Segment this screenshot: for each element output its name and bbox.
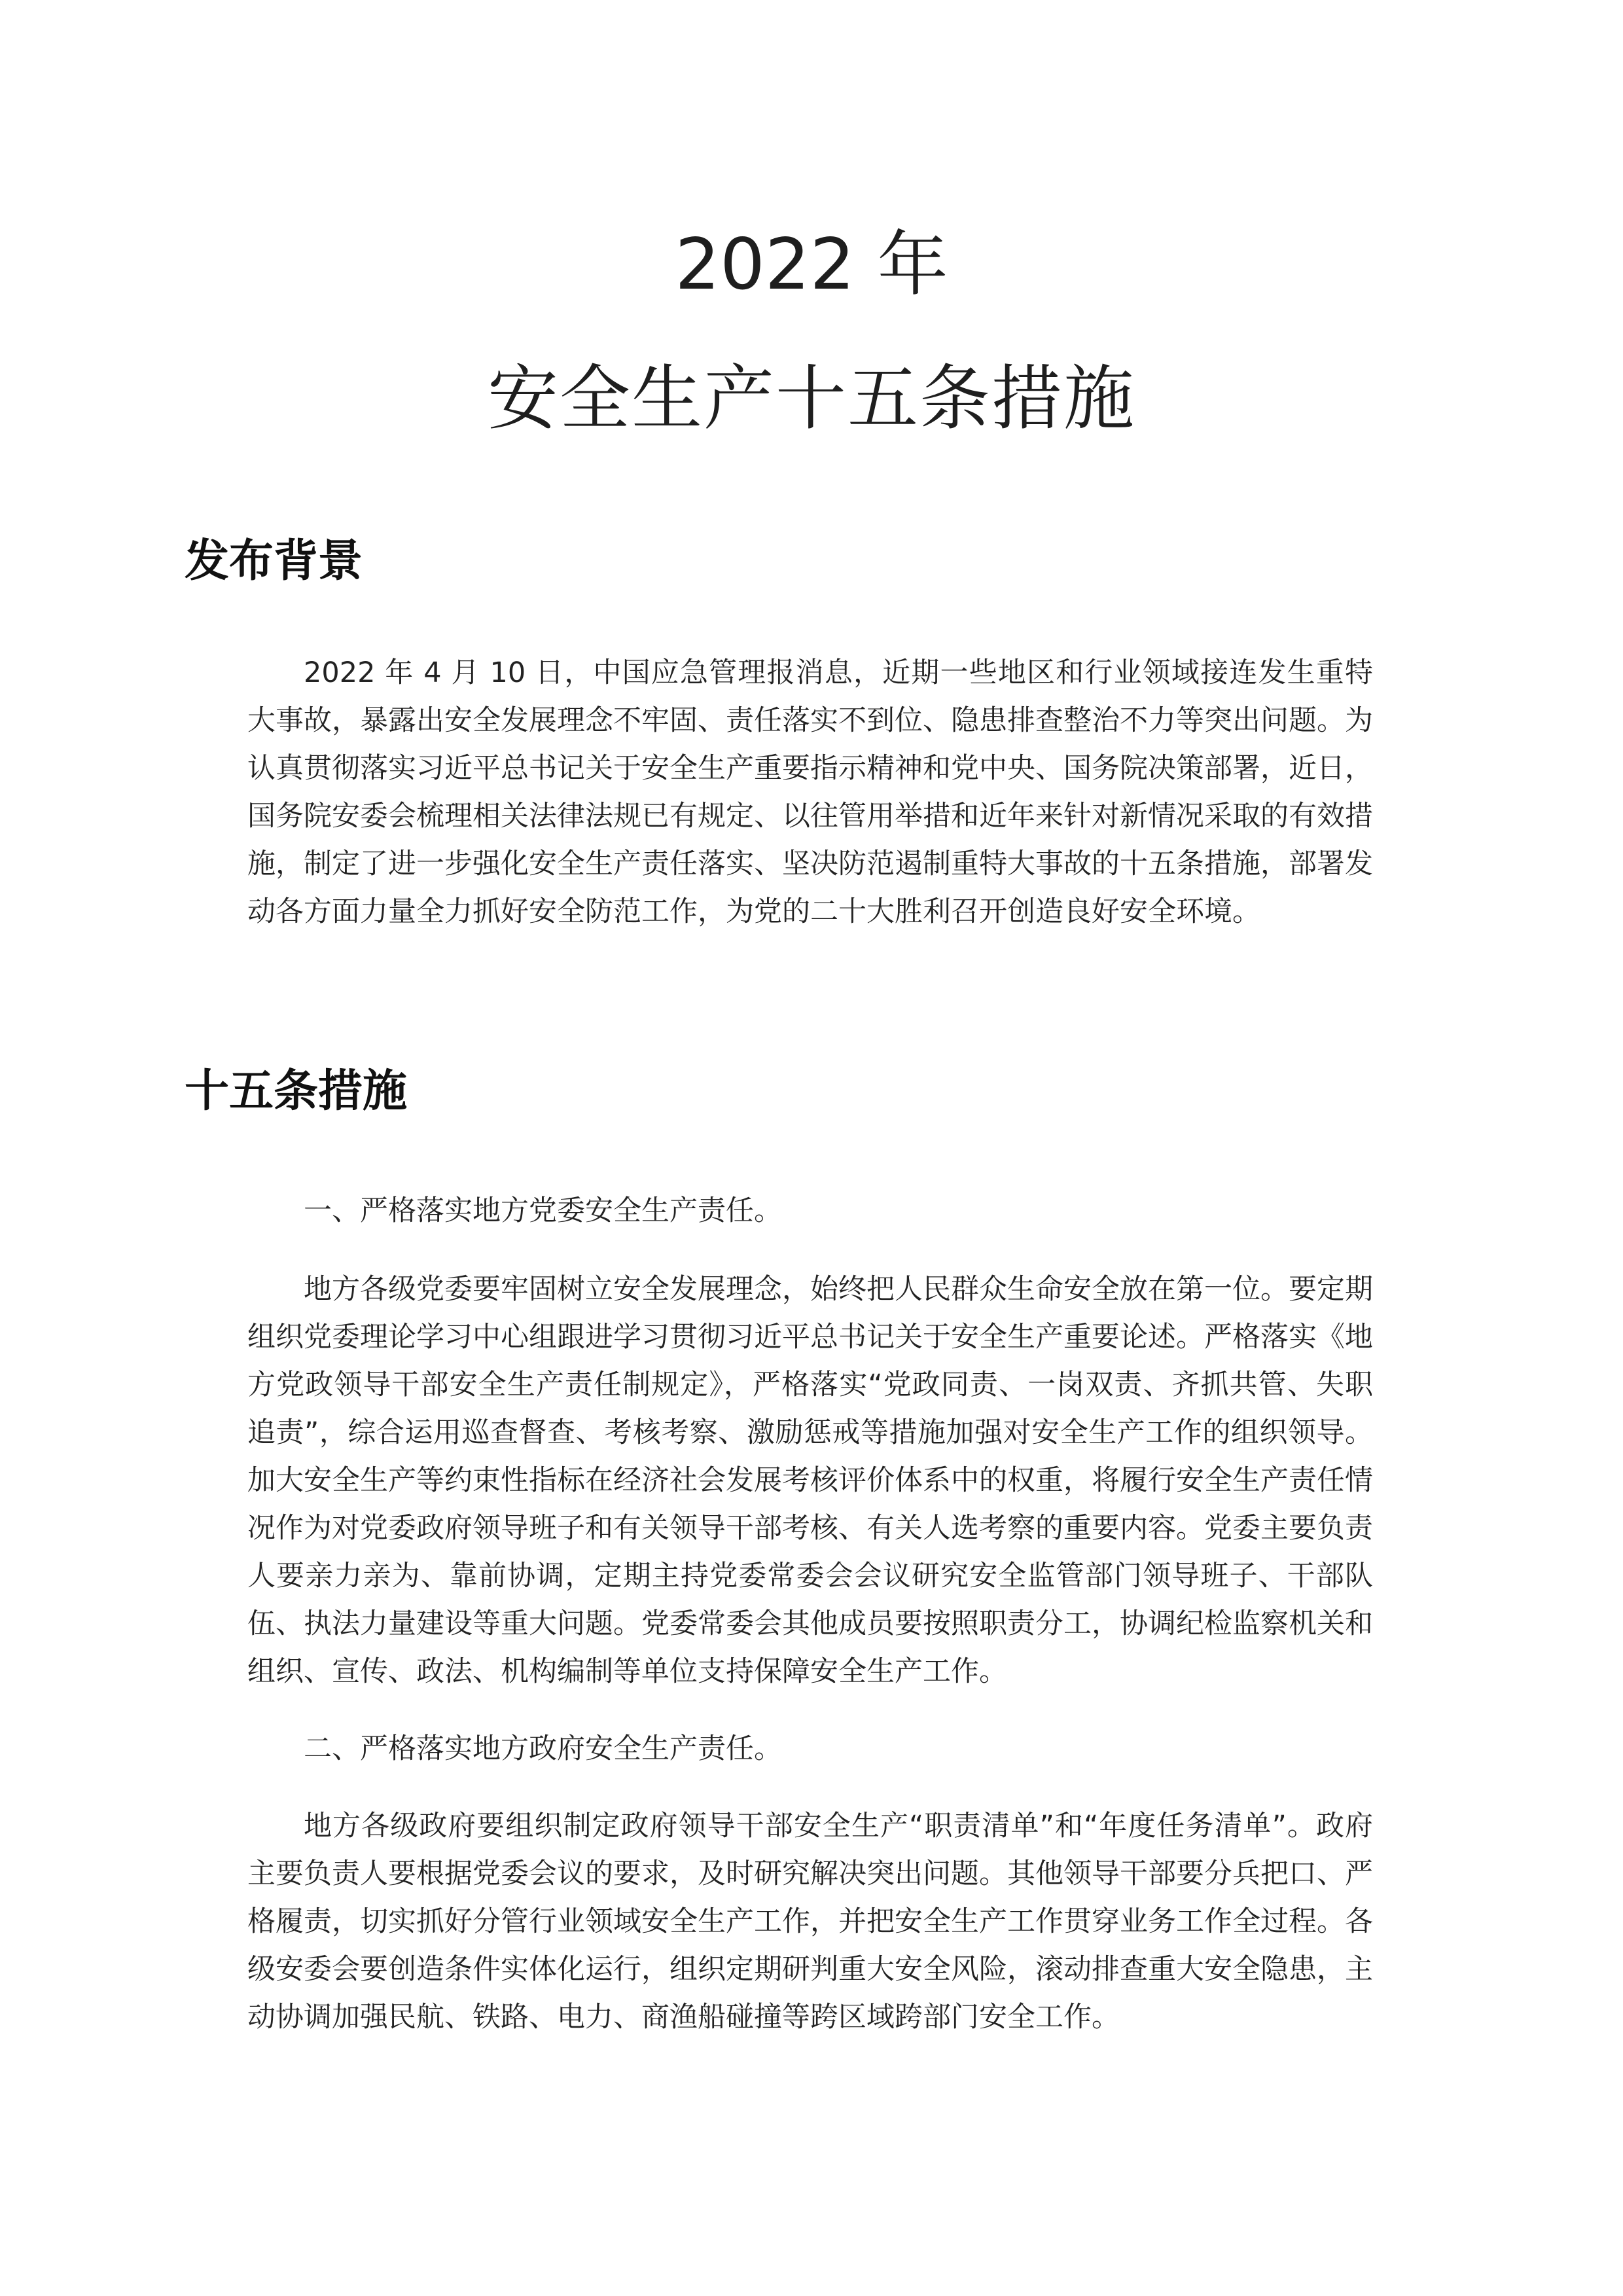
background-paragraph: 2022 年 4 月 10 日，中国应急管理报消息，近期一些地区和行业领域接连发生重特大事故，暴露出安全发展理念不牢固、责任落实不到位、隐患排查整治不力等突出问题。为认真贯彻落实习近平总书记关于安全生产重要指示精神和党中央、国务院决策部署，近日，国务院安委会梳理相关法律法规已有规定、以往管用举措和近年来针对新情况采取的有效措施，制定了进一步强化安全生产责任落实、坚决防范遏制重特大事故的十五条措施，部署发动各方面力量全力抓好安全防范工作，为党的二十大胜利召开创造良好安全环境。	[247, 656, 1373, 928]
measure-1-body: 地方各级党委要牢固树立安全发展理念，始终把人民群众生命安全放在第一位。要定期组织党委理论学习中心组跟进学习贯彻习近平总书记关于安全生产重要论述。严格落实《地方党政领导干部安全生产责任制规定》，严格落实“党政同责、一岗双责、齐抓共管、失职追责”，综合运用巡查督查、考核考察、激励惩戒等措施加强对安全生产工作的组织领导。加大安全生产等约束性指标在经济社会发展考核评价体系中的权重，将履行安全生产责任情况作为对党委政府领导班子和有关领导干部考核、有关人选考察的重要内容。党委主要负责人要亲力亲为、靠前协调，定期主持党委常委会会议研究安全监管部门领导班子、干部队伍、执法力量建设等重大问题。党委常委会其他成员要按照职责分工，协调纪检监察机关和组织、宣传、政法、机构编制等单位支持保障安全生产工作。	[247, 1273, 1373, 1688]
section-heading-measures: 十五条措施	[185, 1066, 408, 1117]
measure-2-body: 地方各级政府要组织制定政府领导干部安全生产“职责清单”和“年度任务清单”。政府主要负责人要根据党委会议的要求，及时研究解决突出问题。其他领导干部要分兵把口、严格履责，切实抓好分管行业领域安全生产工作，并把安全生产工作贯穿业务工作全过程。各级安委会要创造条件实体化运行，组织定期研判重大安全风险，滚动排查重大安全隐患，主动协调加强民航、铁路、电力、商渔船碰撞等跨区域跨部门安全工作。	[247, 1810, 1373, 2034]
section-heading-background: 发布背景	[185, 535, 363, 587]
document-title-year: 2022 年	[675, 224, 948, 306]
measure-2-title: 二、严格落实地方政府安全生产责任。	[304, 1732, 782, 1765]
measure-1-title: 一、严格落实地方党委安全生产责任。	[304, 1194, 782, 1227]
document-title: 安全生产十五条措施	[487, 358, 1135, 440]
